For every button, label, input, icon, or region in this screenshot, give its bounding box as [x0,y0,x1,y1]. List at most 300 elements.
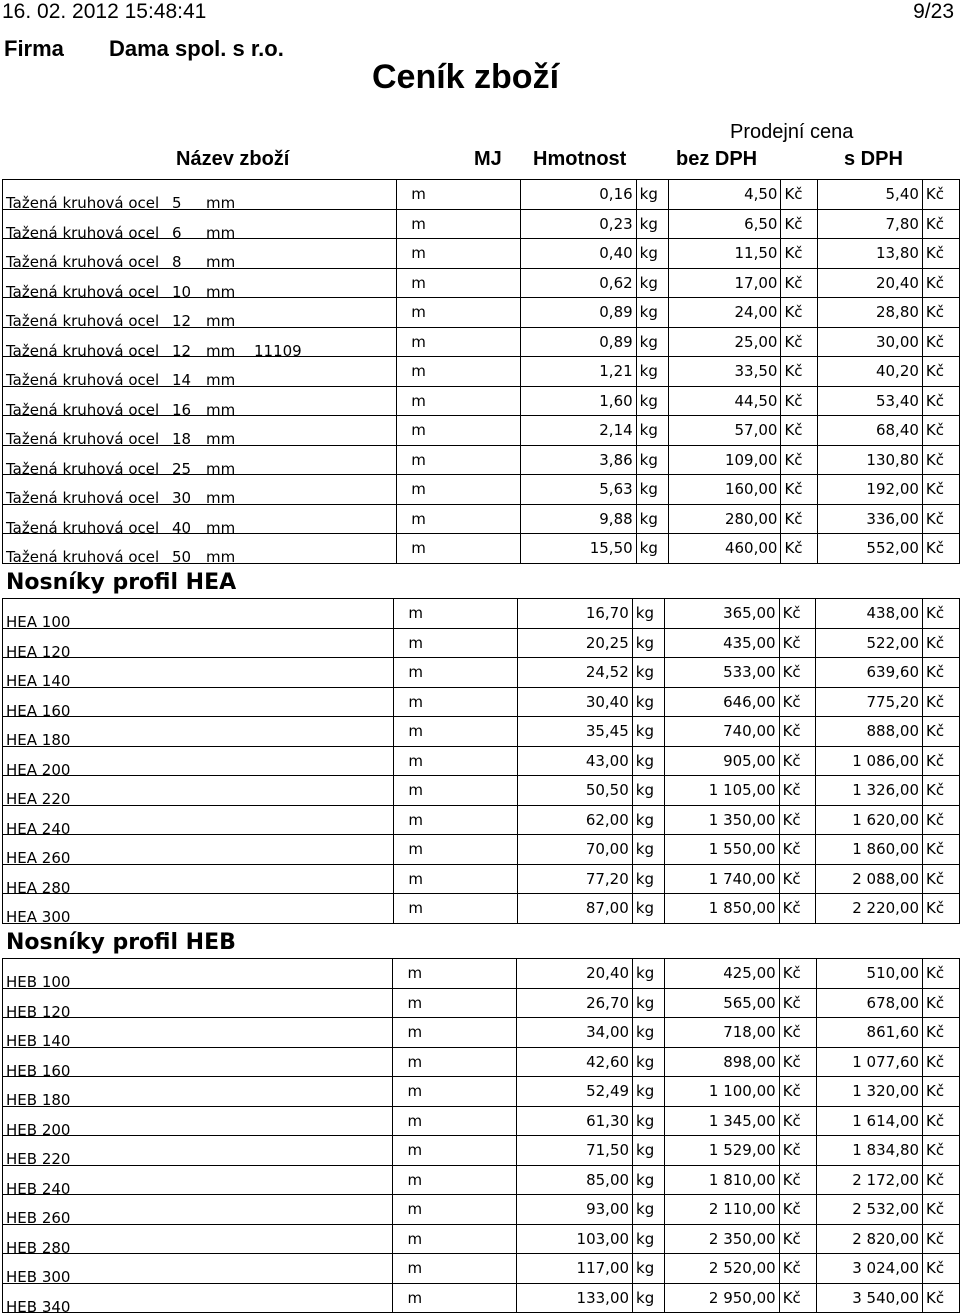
price-with-vat: 1 320,00 [816,1077,922,1107]
item-name: HEA 120 [6,642,71,658]
unit-of-measure: m [397,327,521,357]
price-with-vat: 2 532,00 [816,1195,922,1225]
weight-unit: kg [636,327,668,357]
item-name: HEA 180 [6,731,71,746]
currency: Kč [781,475,818,505]
item-name-cell [3,864,394,894]
currency: Kč [923,1254,960,1284]
price-with-vat: 2 172,00 [816,1165,922,1195]
item-size-unit: mm [206,371,236,386]
item-size: 12 [172,312,192,327]
item-name: Tažená kruhová ocel [6,430,160,445]
item-size: 30 [172,489,192,504]
unit-of-measure: m [394,864,517,894]
price-without-vat: 435,00 [664,628,779,658]
currency: Kč [922,209,959,239]
currency: Kč [922,180,959,210]
weight-unit: kg [632,599,664,629]
unit-of-measure: m [394,717,517,747]
item-name-cell [3,1047,393,1077]
item-name-cell [3,988,393,1018]
price-table [2,598,960,924]
table-row [3,357,960,387]
weight-unit: kg [633,1018,665,1048]
unit-of-measure: m [394,599,517,629]
item-size: 50 [172,548,192,563]
item-size: 40 [172,518,192,534]
price-with-vat: 5,40 [818,180,922,210]
currency: Kč [779,1047,816,1077]
table-row [3,239,960,269]
item-name-cell [3,1195,393,1225]
column-header-name: Název zboží [176,148,290,170]
currency: Kč [923,1018,960,1048]
unit-of-measure: m [394,658,517,688]
item-name-cell [3,658,394,688]
item-name: Tažená kruhová ocel [6,341,160,357]
item-name: Tažená kruhová ocel [6,518,160,534]
table-row [3,1136,960,1166]
price-with-vat: 192,00 [818,475,922,505]
weight-value: 20,40 [516,959,632,989]
weight-value: 30,40 [517,687,632,717]
currency: Kč [922,357,959,387]
unit-of-measure: m [397,180,521,210]
unit-of-measure: m [393,1106,516,1136]
column-header-price: Prodejní cena [730,121,854,143]
weight-value: 0,89 [521,298,636,328]
item-name-cell [3,628,394,658]
price-with-vat: 1 620,00 [816,805,923,835]
currency: Kč [781,209,818,239]
weight-value: 34,00 [516,1018,632,1048]
weight-value: 117,00 [516,1254,632,1284]
weight-value: 133,00 [516,1283,632,1313]
item-name-cell [3,805,394,835]
weight-value: 0,16 [521,180,636,210]
item-name-cell [3,504,397,534]
weight-unit: kg [632,864,664,894]
item-size-unit: mm [206,518,236,534]
item-name-cell [3,534,397,564]
currency: Kč [781,386,818,416]
currency: Kč [923,864,960,894]
weight-value: 1,60 [521,386,636,416]
currency: Kč [781,239,818,269]
item-name-cell [3,445,397,475]
currency: Kč [922,445,959,475]
weight-unit: kg [633,1283,665,1313]
table-row [3,534,960,564]
item-size: 16 [172,400,192,416]
unit-of-measure: m [393,1254,516,1284]
item-size: 18 [172,430,192,445]
currency: Kč [923,687,960,717]
table-row [3,687,960,717]
price-without-vat: 1 345,00 [664,1106,779,1136]
currency: Kč [923,835,960,865]
unit-of-measure: m [397,445,521,475]
weight-unit: kg [632,717,664,747]
firm-name: Dama spol. s r.o. [109,36,284,61]
item-name: HEB 140 [6,1032,71,1047]
currency: Kč [779,746,816,776]
currency: Kč [779,599,816,629]
unit-of-measure: m [397,416,521,446]
weight-value: 2,14 [521,416,636,446]
unit-of-measure: m [393,1165,516,1195]
unit-of-measure: m [397,504,521,534]
weight-value: 93,00 [516,1195,632,1225]
currency: Kč [781,416,818,446]
currency: Kč [781,534,818,564]
item-name-cell [3,209,397,239]
item-name-cell [3,835,394,865]
item-name: HEA 140 [6,672,71,687]
currency: Kč [779,864,816,894]
item-name: HEB 280 [6,1238,71,1254]
price-without-vat: 425,00 [664,959,779,989]
price-with-vat: 40,20 [818,357,922,387]
item-name: HEA 300 [6,908,71,923]
price-without-vat: 160,00 [668,475,781,505]
weight-value: 0,62 [521,268,636,298]
item-name-cell [3,386,397,416]
table-row [3,475,960,505]
item-name-cell [3,1224,393,1254]
currency: Kč [923,1283,960,1313]
unit-of-measure: m [394,835,517,865]
item-name: HEA 100 [6,613,71,628]
item-size-unit: mm [206,223,236,239]
item-name: HEB 340 [6,1297,71,1313]
unit-of-measure: m [397,298,521,328]
unit-of-measure: m [394,687,517,717]
item-name-cell [3,327,397,357]
price-with-vat: 775,20 [816,687,923,717]
table-row [3,599,960,629]
item-name: HEB 100 [6,973,71,988]
currency: Kč [779,894,816,924]
unit-of-measure: m [393,1224,516,1254]
price-table [2,179,960,564]
weight-unit: kg [636,445,668,475]
price-without-vat: 25,00 [668,327,781,357]
column-header-mj: MJ [474,148,502,170]
currency: Kč [923,1195,960,1225]
weight-unit: kg [633,1224,665,1254]
price-with-vat: 13,80 [818,239,922,269]
weight-value: 0,40 [521,239,636,269]
price-with-vat: 2 088,00 [816,864,923,894]
currency: Kč [781,357,818,387]
item-name-cell [3,1136,393,1166]
price-without-vat: 2 520,00 [664,1254,779,1284]
price-without-vat: 4,50 [668,180,781,210]
item-size-unit: mm [206,282,236,298]
weight-unit: kg [636,416,668,446]
currency: Kč [922,386,959,416]
price-with-vat: 3 024,00 [816,1254,922,1284]
item-name-cell [3,357,397,387]
page-title: Ceník zboží [372,58,560,96]
price-with-vat: 861,60 [816,1018,922,1048]
weight-unit: kg [632,776,664,806]
weight-value: 85,00 [516,1165,632,1195]
item-name: HEA 160 [6,701,71,717]
price-without-vat: 33,50 [668,357,781,387]
currency: Kč [779,1254,816,1284]
item-name-cell [3,298,397,328]
item-name: HEA 240 [6,819,71,835]
weight-value: 43,00 [517,746,632,776]
weight-unit: kg [632,628,664,658]
item-name: HEA 260 [6,849,71,864]
weight-value: 0,89 [521,327,636,357]
table-row [3,268,960,298]
currency: Kč [922,298,959,328]
table-row [3,416,960,446]
price-with-vat: 1 834,80 [816,1136,922,1166]
price-without-vat: 740,00 [664,717,779,747]
table-row [3,628,960,658]
table-row [3,776,960,806]
weight-value: 1,21 [521,357,636,387]
currency: Kč [923,628,960,658]
price-without-vat: 565,00 [664,988,779,1018]
weight-unit: kg [633,1047,665,1077]
table-row [3,298,960,328]
currency: Kč [779,959,816,989]
currency: Kč [779,1195,816,1225]
item-name: Tažená kruhová ocel [6,459,160,475]
currency: Kč [779,1106,816,1136]
weight-unit: kg [636,534,668,564]
table-row [3,959,960,989]
price-without-vat: 44,50 [668,386,781,416]
price-with-vat: 510,00 [816,959,922,989]
currency: Kč [923,746,960,776]
price-with-vat: 1 077,60 [816,1047,922,1077]
price-without-vat: 109,00 [668,445,781,475]
weight-unit: kg [636,239,668,269]
currency: Kč [779,1018,816,1048]
item-name: Tažená kruhová ocel [6,282,160,298]
unit-of-measure: m [393,1018,516,1048]
item-name: HEA 220 [6,790,71,805]
weight-unit: kg [636,180,668,210]
currency: Kč [779,805,816,835]
weight-unit: kg [636,268,668,298]
price-with-vat: 68,40 [818,416,922,446]
price-with-vat: 2 820,00 [816,1224,922,1254]
currency: Kč [922,239,959,269]
table-row [3,864,960,894]
weight-value: 52,49 [516,1077,632,1107]
weight-value: 35,45 [517,717,632,747]
item-size-unit: mm [206,548,236,563]
currency: Kč [923,959,960,989]
table-row [3,209,960,239]
unit-of-measure: m [394,805,517,835]
price-with-vat: 2 220,00 [816,894,923,924]
currency: Kč [781,504,818,534]
currency: Kč [779,776,816,806]
table-row [3,835,960,865]
item-size: 5 [172,194,182,209]
currency: Kč [923,1106,960,1136]
price-table [2,958,960,1313]
price-without-vat: 6,50 [668,209,781,239]
item-size: 25 [172,459,192,475]
weight-value: 77,20 [517,864,632,894]
item-name: Tažená kruhová ocel [6,489,160,504]
price-without-vat: 365,00 [664,599,779,629]
item-name: Tažená kruhová ocel [6,371,160,386]
weight-unit: kg [633,988,665,1018]
currency: Kč [781,327,818,357]
currency: Kč [923,805,960,835]
currency: Kč [923,1224,960,1254]
item-name-cell [3,1283,393,1313]
price-without-vat: 17,00 [668,268,781,298]
item-name-cell [3,1165,393,1195]
unit-of-measure: m [393,1136,516,1166]
price-without-vat: 460,00 [668,534,781,564]
weight-unit: kg [633,1254,665,1284]
currency: Kč [923,776,960,806]
price-without-vat: 57,00 [668,416,781,446]
table-row [3,1018,960,1048]
item-name-cell [3,1018,393,1048]
currency: Kč [779,1224,816,1254]
section-heading: Nosníky profil HEB [6,930,236,955]
currency: Kč [923,1136,960,1166]
unit-of-measure: m [393,1077,516,1107]
currency: Kč [779,717,816,747]
unit-of-measure: m [394,746,517,776]
item-name: HEB 200 [6,1120,71,1136]
currency: Kč [781,298,818,328]
price-with-vat: 1 326,00 [816,776,923,806]
page-number: 9/23 [913,0,954,23]
price-with-vat: 552,00 [818,534,922,564]
unit-of-measure: m [397,268,521,298]
item-size-unit: mm [206,312,236,327]
price-with-vat: 336,00 [818,504,922,534]
item-name-cell [3,1106,393,1136]
price-without-vat: 1 550,00 [664,835,779,865]
item-size: 6 [172,223,182,239]
weight-value: 0,23 [521,209,636,239]
currency: Kč [922,327,959,357]
currency: Kč [923,988,960,1018]
price-with-vat: 1 086,00 [816,746,923,776]
item-name-cell [3,239,397,269]
price-without-vat: 1 350,00 [664,805,779,835]
price-without-vat: 1 740,00 [664,864,779,894]
item-name: HEB 160 [6,1061,71,1077]
price-with-vat: 28,80 [818,298,922,328]
item-size: 14 [172,371,192,386]
currency: Kč [923,894,960,924]
weight-unit: kg [632,805,664,835]
item-name: Tažená kruhová ocel [6,223,160,239]
currency: Kč [922,268,959,298]
price-without-vat: 898,00 [664,1047,779,1077]
item-size-unit: mm [206,253,236,268]
unit-of-measure: m [397,386,521,416]
price-without-vat: 2 350,00 [664,1224,779,1254]
weight-unit: kg [633,1195,665,1225]
currency: Kč [922,416,959,446]
price-without-vat: 11,50 [668,239,781,269]
item-name: HEB 260 [6,1209,71,1224]
item-name: Tažená kruhová ocel [6,312,160,327]
unit-of-measure: m [393,1195,516,1225]
weight-value: 61,30 [516,1106,632,1136]
item-size: 8 [172,253,182,268]
currency: Kč [781,180,818,210]
item-name-cell [3,1254,393,1284]
unit-of-measure: m [397,534,521,564]
table-row [3,1195,960,1225]
currency: Kč [779,1136,816,1166]
price-without-vat: 646,00 [664,687,779,717]
table-row [3,894,960,924]
currency: Kč [923,658,960,688]
weight-value: 50,50 [517,776,632,806]
price-with-vat: 1 614,00 [816,1106,922,1136]
column-header-weight: Hmotnost [533,148,627,170]
item-name-cell [3,894,394,924]
weight-value: 3,86 [521,445,636,475]
price-with-vat: 20,40 [818,268,922,298]
table-row [3,988,960,1018]
currency: Kč [779,1283,816,1313]
weight-value: 103,00 [516,1224,632,1254]
weight-unit: kg [633,1136,665,1166]
item-name-cell [3,959,393,989]
currency: Kč [923,1165,960,1195]
weight-value: 5,63 [521,475,636,505]
currency: Kč [922,475,959,505]
item-name-cell [3,599,394,629]
item-name: HEB 180 [6,1091,71,1106]
price-without-vat: 718,00 [664,1018,779,1048]
unit-of-measure: m [397,475,521,505]
item-name: Tažená kruhová ocel [6,400,160,416]
section-heading: Nosníky profil HEA [6,570,237,595]
price-with-vat: 7,80 [818,209,922,239]
item-name: Tažená kruhová ocel [6,548,160,563]
item-name: Tažená kruhová ocel [6,253,160,268]
price-with-vat: 888,00 [816,717,923,747]
item-size: 10 [172,282,192,298]
weight-unit: kg [632,658,664,688]
price-with-vat: 130,80 [818,445,922,475]
price-without-vat: 905,00 [664,746,779,776]
price-with-vat: 53,40 [818,386,922,416]
weight-value: 26,70 [516,988,632,1018]
price-without-vat: 1 100,00 [664,1077,779,1107]
currency: Kč [779,1165,816,1195]
weight-unit: kg [636,357,668,387]
price-without-vat: 280,00 [668,504,781,534]
item-name: HEA 280 [6,878,71,894]
price-without-vat: 2 110,00 [664,1195,779,1225]
currency: Kč [781,268,818,298]
